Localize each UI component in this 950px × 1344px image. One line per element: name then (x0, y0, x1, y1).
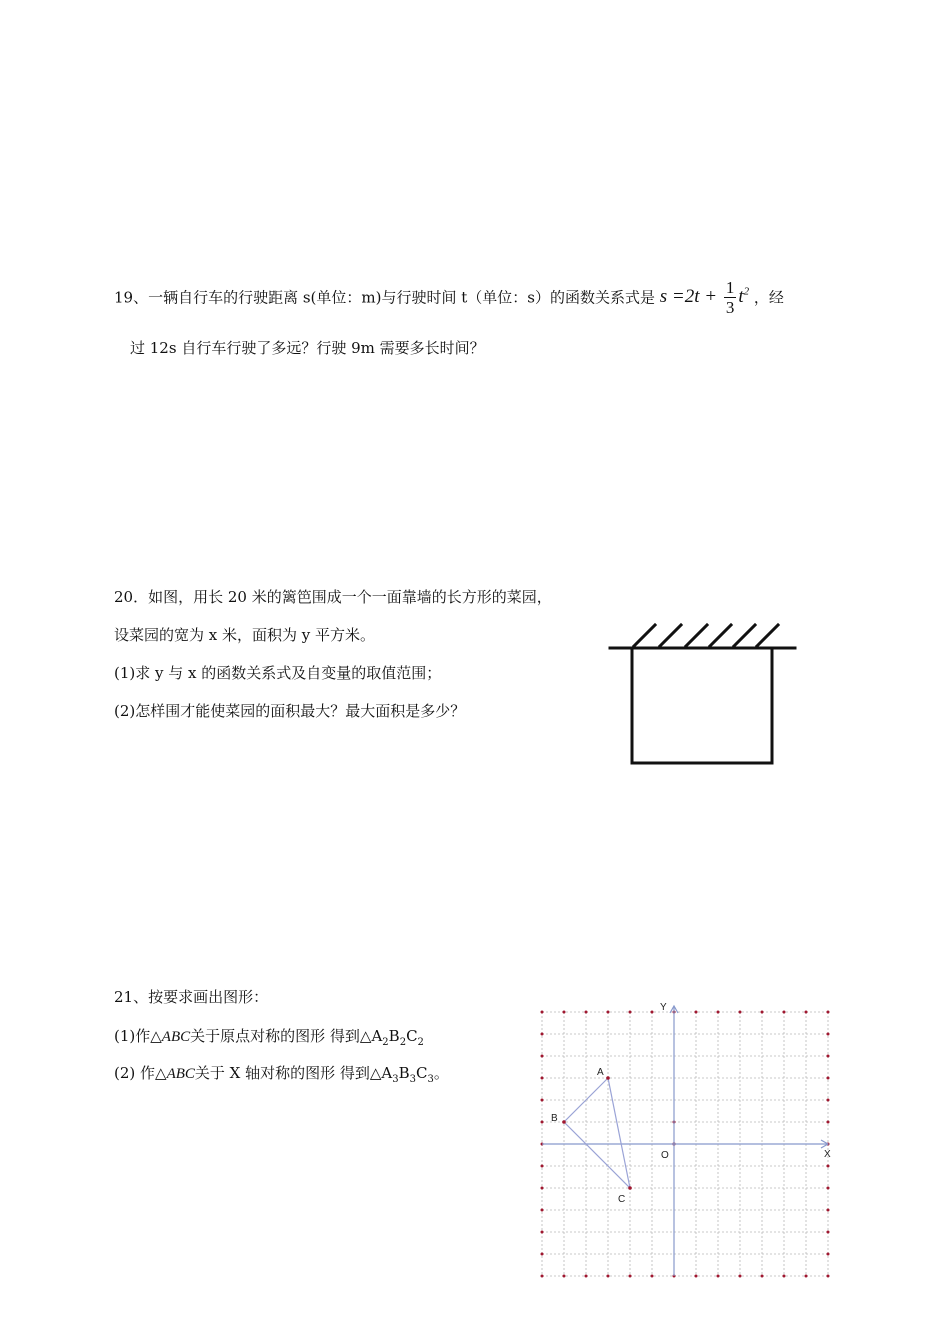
grid-dot (761, 1011, 764, 1014)
grid-dot (541, 1253, 544, 1256)
grid-axes (542, 1006, 828, 1276)
q21-item1-b: B (388, 1027, 400, 1045)
grid-dot (563, 1011, 566, 1014)
q19-text-after: ，经 (753, 288, 784, 307)
wall-hatch (686, 625, 707, 646)
wall-hatch (757, 625, 778, 646)
grid-dot (827, 1209, 830, 1212)
wall-hatch (710, 625, 731, 646)
grid-dot (827, 1253, 830, 1256)
grid-dot (541, 1121, 544, 1124)
q19-formula-lhs: s =2t + (659, 286, 718, 308)
grid-dot (827, 1275, 830, 1278)
label-y-axis: Y (660, 1002, 667, 1013)
grid-dot (541, 1099, 544, 1102)
grid-dot (827, 1165, 830, 1168)
q19-formula-t: t (738, 286, 744, 308)
wall-hatch (734, 625, 755, 646)
grid-dot (717, 1011, 720, 1014)
q19-line1 (114, 272, 784, 318)
q21-item1-sub: 2 (399, 1037, 407, 1048)
garden-wall-figure (600, 615, 805, 775)
grid-dot (739, 1275, 742, 1278)
q21-item1-prefix: (1)作△ (114, 1027, 162, 1045)
triangle-outline (564, 1078, 630, 1188)
q21-item1-abc: ABC (161, 1029, 191, 1045)
grid-dot (805, 1011, 808, 1014)
grid-dot (717, 1275, 720, 1278)
grid-dot (827, 1231, 830, 1234)
grid-dot (827, 1011, 830, 1014)
grid-dot (541, 1209, 544, 1212)
q19-text-before: 19、一辆自行车的行驶距离 s(单位：m)与行驶时间 t（单位：s）的函数关系式是 (114, 288, 655, 307)
grid-dot (541, 1231, 544, 1234)
label-b: B (551, 1113, 558, 1124)
grid-dot (541, 1077, 544, 1080)
label-origin: O (661, 1150, 669, 1161)
q19-formula (659, 278, 754, 318)
q20-line2: 设菜园的宽为 x 米，面积为 y 平方米。 (114, 626, 376, 644)
q20-line1: 20．如图，用长 20 米的篱笆围成一个一面靠墙的长方形的菜园， (114, 588, 552, 606)
grid-dot (607, 1275, 610, 1278)
label-c: C (618, 1194, 626, 1205)
q19-fraction (724, 278, 737, 317)
q21-item1-sub: 2 (382, 1037, 389, 1048)
grid-dot (541, 1187, 544, 1190)
q21-item2-sub: 3 (409, 1074, 417, 1085)
grid-dot (607, 1011, 610, 1014)
vertex-dot (606, 1076, 610, 1080)
q21-item2-b: B (398, 1064, 410, 1082)
grid-labels (551, 1002, 831, 1205)
q21-item2-abc: ABC (166, 1066, 195, 1082)
label-a: A (597, 1067, 604, 1078)
q19-frac-num: 1 (725, 278, 735, 298)
grid-dot (827, 1099, 830, 1102)
q21-item2-c: C (416, 1064, 428, 1082)
q19-line2: 过 12s 自行车行驶了多远？行驶 9m 需要多长时间？ (130, 339, 485, 357)
vertex-dot (628, 1186, 632, 1190)
grid-dot (783, 1275, 786, 1278)
q21-item1-sub: 2 (417, 1037, 424, 1048)
grid-dot (761, 1275, 764, 1278)
q19-frac-den: 3 (725, 298, 735, 318)
grid-dot (541, 1055, 544, 1058)
grid-dot (695, 1011, 698, 1014)
q21-item2-prefix: (2) 作△ (114, 1064, 167, 1082)
q20-line3: (1)求 y 与 x 的函数关系式及自变量的取值范围； (114, 664, 442, 682)
grid-dot (827, 1121, 830, 1124)
q21-item1-c: C (406, 1027, 418, 1045)
q21-item2-sub: 3 (392, 1074, 399, 1085)
grid-dot (585, 1011, 588, 1014)
vertex-dot (562, 1120, 566, 1124)
grid-dot (585, 1275, 588, 1278)
grid-dot (541, 1275, 544, 1278)
grid-dot (651, 1011, 654, 1014)
q19-formula-exp: 2 (743, 286, 750, 298)
q20-line4: (2)怎样围才能使菜园的面积最大？最大面积是多少？ (114, 702, 466, 720)
q21-line1: 21、按要求画出图形： (114, 988, 269, 1006)
grid-dot (541, 1033, 544, 1036)
q21-item2-mid: 关于 X 轴对称的图形 得到△A (194, 1064, 393, 1082)
grid-dot (629, 1275, 632, 1278)
q21-item1-mid: 关于原点对称的图形 得到△A (190, 1027, 383, 1045)
coordinate-grid (530, 995, 830, 1275)
grid-dot (827, 1055, 830, 1058)
grid-dot (827, 1077, 830, 1080)
grid-dot (541, 1011, 544, 1014)
triangle-abc (562, 1076, 632, 1190)
grid-dot (827, 1033, 830, 1036)
q21-item2-end: 。 (433, 1064, 449, 1082)
grid-dot (541, 1165, 544, 1168)
q21-item1 (114, 1026, 424, 1053)
grid-dot (629, 1011, 632, 1014)
grid-dot (695, 1275, 698, 1278)
grid-dot (563, 1275, 566, 1278)
wall-hatch (634, 625, 655, 646)
grid-dot (651, 1275, 654, 1278)
q21-item2-sub: 3 (427, 1074, 434, 1085)
q21-item2 (114, 1063, 449, 1090)
grid-dot (783, 1011, 786, 1014)
grid-dot (805, 1275, 808, 1278)
wall-hatch (660, 625, 681, 646)
grid-dot (827, 1187, 830, 1190)
label-x-axis: X (824, 1149, 831, 1160)
fence-rectangle (632, 648, 772, 763)
grid-dot (739, 1011, 742, 1014)
